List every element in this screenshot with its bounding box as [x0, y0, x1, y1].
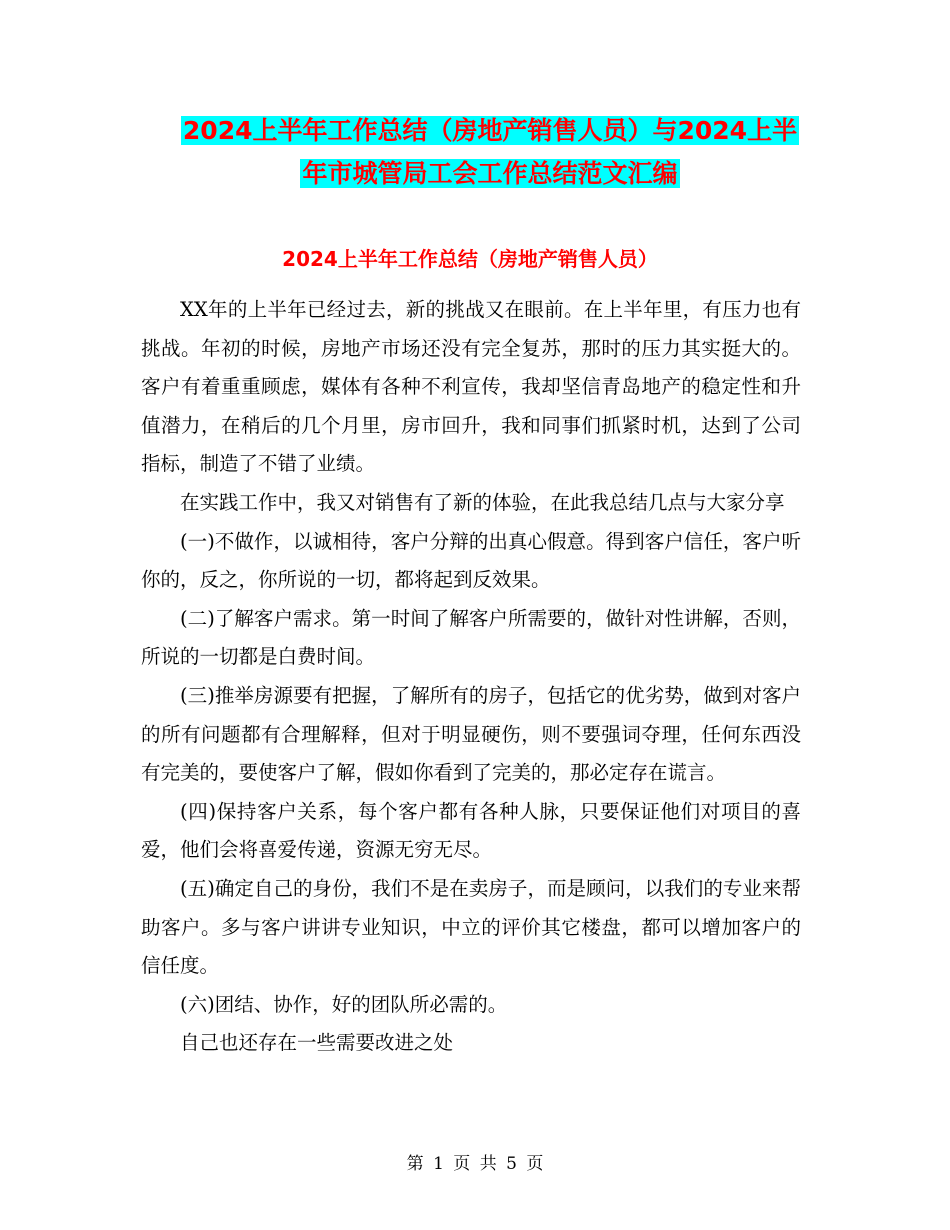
paragraph: (一)不做作，以诚相待，客户分辩的出真心假意。得到客户信任，客户听你的，反之，你所说的一切，都将起到反效果。: [141, 529, 801, 592]
section-title: 2024上半年工作总结（房地产销售人员）: [282, 247, 658, 271]
paragraph: (四)保持客户关系，每个客户都有各种人脉，只要保证他们对项目的喜爱，他们会将喜爱传递，资源无穷无尽。: [141, 799, 801, 862]
paragraph: XX年的上半年已经过去，新的挑战又在眼前。在上半年里，有压力也有挑战。年初的时候，房地产市场还没有完全复苏，那时的压力其实挺大的。客户有着重重顾虑，媒体有各种不利宣传，我却坚信青岛地产的稳定性和升值潜力，在稍后的几个月里，房市回升，我和同事们抓紧时机，达到了公司指标，制造了不错了业绩。: [141, 298, 801, 476]
paragraph: 在实践工作中，我又对销售有了新的体验，在此我总结几点与大家分享: [180, 490, 785, 514]
title-highlight: 年市城管局工会工作总结范文汇编: [302, 159, 678, 188]
document-title-line-1: [140, 111, 840, 151]
document-body: [141, 291, 801, 1063]
paragraph: (五)确定自己的身份，我们不是在卖房子，而是顾问，以我们的专业来帮助客户。多与客户讲讲专业知识，中立的评价其它楼盘，都可以增加客户的信任度。: [141, 876, 801, 978]
title-highlight: 2024上半年工作总结（房地产销售人员）与2024上半: [182, 116, 798, 145]
document-title-line-2: [140, 154, 840, 194]
page-footer: 第 1 页 共 5 页: [406, 1154, 544, 1174]
paragraph: (二)了解客户需求。第一时间了解客户所需要的，做针对性讲解，否则，所说的一切都是白费时间。: [141, 606, 801, 669]
paragraph: 自己也还存在一些需要改进之处: [180, 1031, 454, 1055]
paragraph: (六)团结、协作，好的团队所必需的。: [180, 992, 508, 1016]
paragraph: (三)推举房源要有把握，了解所有的房子，包括它的优劣势，做到对客户的所有问题都有合理解释，但对于明显硬伤，则不要强词夺理，任何东西没有完美的，要使客户了解，假如你看到了完美的，那必定存在谎言。: [141, 683, 801, 785]
